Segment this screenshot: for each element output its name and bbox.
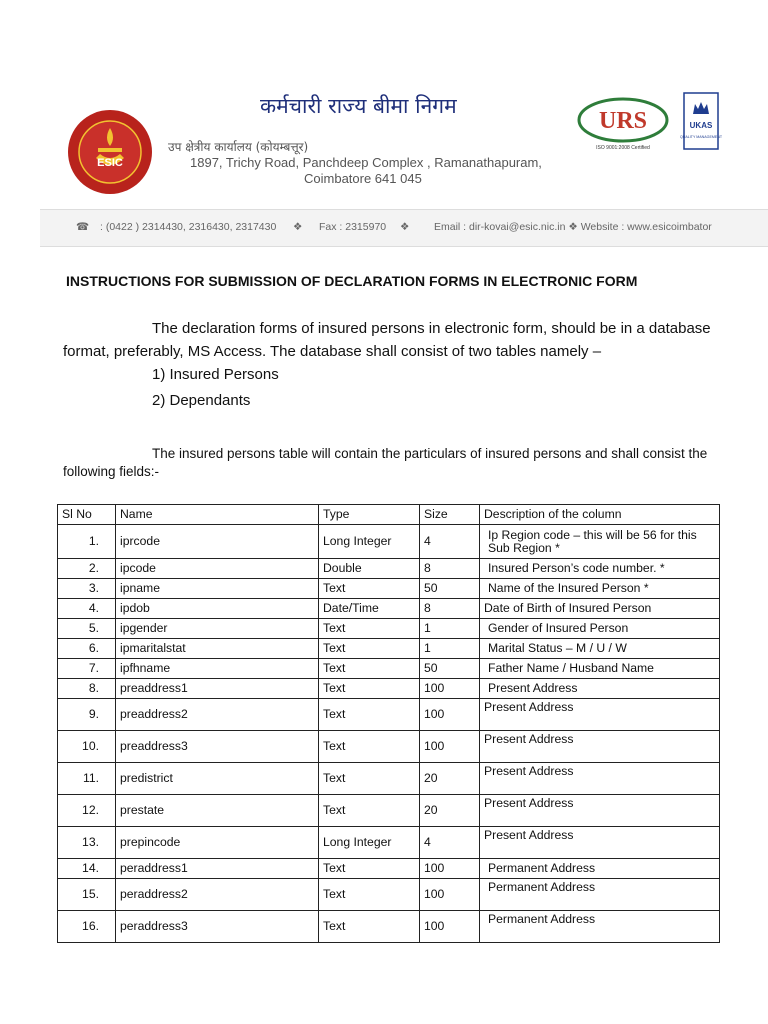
cell-desc: Father Name / Husband Name [480,659,720,679]
cell-sl: 10. [58,731,116,763]
cell-name: peraddress3 [116,911,319,943]
cell-desc: Present Address [480,763,720,795]
office-name-hindi: उप क्षेत्रीय कार्यालय (कोयम्बत्तूर) [168,140,309,154]
table-row [58,559,720,579]
cell-size: 50 [420,579,480,599]
header-sl-no: Sl No [58,505,116,525]
separator-icon: ❖ [293,221,303,233]
cell-name: ipcode [116,559,319,579]
cell-desc: Present Address [480,679,720,699]
contact-phone: : (0422 ) 2314430, 2316430, 2317430 [100,221,277,233]
table-row [58,879,720,911]
cell-name: predistrict [116,763,319,795]
cell-sl: 4. [58,599,116,619]
contact-email-website: Email : dir-kovai@esic.nic.in ❖ Website : www.esicoimbator [434,221,712,233]
cell-type: Text [319,699,420,731]
cell-size: 50 [420,659,480,679]
cell-desc: Permanent Address [480,911,720,943]
cell-name: preaddress2 [116,699,319,731]
cell-desc: Permanent Address [480,879,720,911]
cell-desc: Present Address [480,795,720,827]
cell-size: 100 [420,911,480,943]
ukas-caption: QUALITY MANAGEMENT [679,135,723,139]
table-row [58,679,720,699]
cell-sl: 15. [58,879,116,911]
cell-desc: Ip Region code – this will be 56 for this Sub Region * [480,525,720,559]
cell-size: 100 [420,679,480,699]
cell-desc: Gender of Insured Person [480,619,720,639]
table-row [58,731,720,763]
cell-name: iprcode [116,525,319,559]
cell-size: 8 [420,599,480,619]
table-row [58,579,720,599]
document-heading: INSTRUCTIONS FOR SUBMISSION OF DECLARATION FORMS IN ELECTRONIC FORM [66,273,638,289]
table-row [58,763,720,795]
address-line-2: Coimbatore 641 045 [304,171,422,186]
cell-name: ipgender [116,619,319,639]
header-name: Name [116,505,319,525]
cell-type: Text [319,679,420,699]
cell-type: Text [319,659,420,679]
cell-sl: 11. [58,763,116,795]
cell-name: preaddress3 [116,731,319,763]
cell-type: Text [319,619,420,639]
cell-type: Text [319,795,420,827]
cell-size: 4 [420,827,480,859]
table-row [58,525,720,559]
paragraph-line: format, preferably, MS Access. The database shall consist of two tables namely – [63,343,602,360]
table-row [58,619,720,639]
separator-icon: ❖ [400,221,410,233]
cell-name: peraddress1 [116,859,319,879]
contact-bar [40,209,768,247]
cell-sl: 1. [58,525,116,559]
cell-type: Text [319,859,420,879]
cell-desc: Present Address [480,827,720,859]
table-row [58,659,720,679]
cell-sl: 5. [58,619,116,639]
cell-name: prepincode [116,827,319,859]
table-header-row [58,505,720,525]
cell-size: 100 [420,859,480,879]
cell-size: 8 [420,559,480,579]
cell-type: Text [319,639,420,659]
cell-type: Text [319,731,420,763]
org-name-hindi: कर्मचारी राज्य बीमा निगम [260,94,457,118]
cell-sl: 14. [58,859,116,879]
cell-desc: Permanent Address [480,859,720,879]
table-row [58,911,720,943]
ukas-logo [679,92,723,150]
cell-size: 20 [420,795,480,827]
header-size: Size [420,505,480,525]
cell-desc: Present Address [480,731,720,763]
cell-name: ipdob [116,599,319,619]
urs-logo [577,96,675,152]
cell-size: 20 [420,763,480,795]
urs-caption: ISO 9001:2008 Certified [596,145,650,151]
cell-sl: 16. [58,911,116,943]
phone-icon: ☎ [76,221,90,233]
table-row [58,827,720,859]
cell-type: Text [319,579,420,599]
cell-size: 100 [420,879,480,911]
paragraph-line: The insured persons table will contain the particulars of insured persons and shall consist the [152,446,708,461]
header-type: Type [319,505,420,525]
cell-size: 1 [420,619,480,639]
table-row [58,859,720,879]
cell-type: Double [319,559,420,579]
cell-sl: 3. [58,579,116,599]
table-row [58,639,720,659]
cell-desc: Present Address [480,699,720,731]
cell-sl: 8. [58,679,116,699]
ukas-text: UKAS [689,121,713,130]
contact-fax: Fax : 2315970 [319,221,387,233]
cell-name: ipmaritalstat [116,639,319,659]
cell-name: ipfhname [116,659,319,679]
cell-size: 1 [420,639,480,659]
cell-desc: Name of the Insured Person * [480,579,720,599]
list-item: 1) Insured Persons [152,366,279,383]
cell-type: Long Integer [319,525,420,559]
cell-type: Text [319,879,420,911]
cell-desc: Insured Person’s code number. * [480,559,720,579]
cell-sl: 12. [58,795,116,827]
paragraph-line: The declaration forms of insured persons in electronic form, should be in a database [152,320,711,337]
esic-logo [66,108,154,196]
cell-type: Text [319,911,420,943]
cell-sl: 9. [58,699,116,731]
table-row [58,599,720,619]
cell-size: 100 [420,731,480,763]
logo-text: ESIC [97,157,123,169]
cell-type: Long Integer [319,827,420,859]
cell-size: 4 [420,525,480,559]
table-row [58,699,720,731]
cell-desc: Date of Birth of Insured Person [480,599,720,619]
cell-sl: 2. [58,559,116,579]
urs-text: URS [598,108,648,134]
cell-type: Text [319,763,420,795]
cell-name: ipname [116,579,319,599]
table-row [58,795,720,827]
cell-sl: 6. [58,639,116,659]
cell-size: 100 [420,699,480,731]
cell-sl: 7. [58,659,116,679]
cell-name: prestate [116,795,319,827]
header-description: Description of the column [480,505,720,525]
address-line-1: 1897, Trichy Road, Panchdeep Complex , Ramanathapuram, [190,155,542,170]
fields-table [57,504,720,943]
paragraph-line: following fields:- [63,464,160,479]
cell-name: preaddress1 [116,679,319,699]
cell-type: Date/Time [319,599,420,619]
cell-name: peraddress2 [116,879,319,911]
cell-desc: Marital Status – M / U / W [480,639,720,659]
list-item: 2) Dependants [152,392,251,409]
cell-sl: 13. [58,827,116,859]
